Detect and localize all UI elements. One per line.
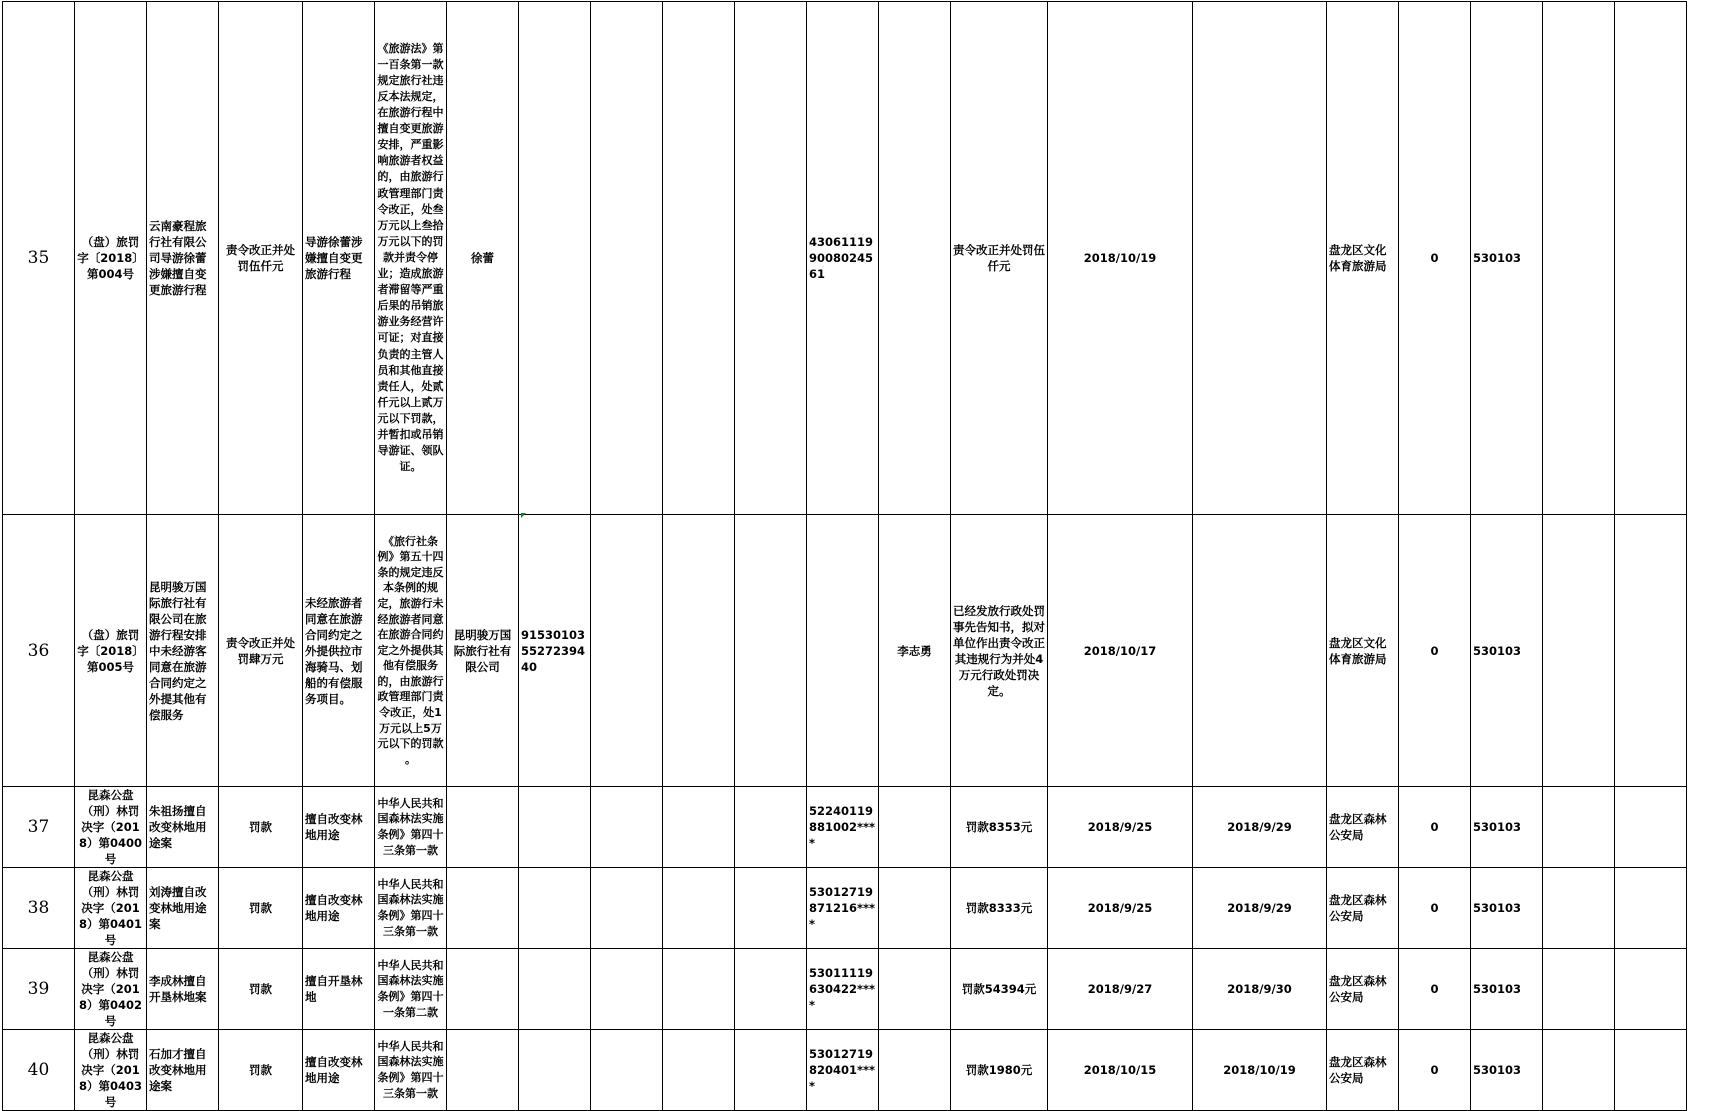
decision-date[interactable]: 2018/9/27 bbox=[1048, 949, 1193, 1030]
document-number[interactable]: 昆森公盘（刑）林罚决字（2018）第0400号 bbox=[75, 787, 147, 868]
area-code[interactable]: 530103 bbox=[1471, 515, 1543, 787]
penalty-type[interactable]: 罚款 bbox=[219, 949, 303, 1030]
case-name[interactable]: 李成林擅自开垦林地案 bbox=[147, 949, 219, 1030]
legal-representative[interactable] bbox=[879, 868, 951, 949]
violation-facts[interactable]: 导游徐蕾涉嫌擅自变更旅游行程 bbox=[303, 2, 375, 515]
area-code[interactable]: 530103 bbox=[1471, 949, 1543, 1030]
violation-facts[interactable]: 擅自开垦林地 bbox=[303, 949, 375, 1030]
empty-cell[interactable] bbox=[1543, 949, 1615, 1030]
legal-basis[interactable]: 《旅游法》第一百条第一款规定旅行社违反本法规定，在旅游行程中擅自变更旅游安排，严重影响旅游者权益的，由旅游行政管理部门责令改正，处叁万元以上叁拾万元以下的罚款并责令停业；造成旅游者滞留等严重后果的吊销旅游业务经营许可证；对直接负责的主管人员和其他直接责任人，处贰仟元以上贰万元以下罚款，并暂扣或吊销导游证、领队证。 bbox=[375, 2, 447, 515]
penalty-type[interactable]: 责令改正并处罚伍仟元 bbox=[219, 2, 303, 515]
status-code[interactable]: 0 bbox=[1399, 949, 1471, 1030]
table-row bbox=[3, 1030, 1687, 1111]
decision-date[interactable]: 2018/10/19 bbox=[1048, 2, 1193, 515]
penalty-type[interactable]: 罚款 bbox=[219, 868, 303, 949]
violation-facts[interactable]: 擅自改变林地用途 bbox=[303, 787, 375, 868]
table-row bbox=[3, 2, 1687, 515]
area-code[interactable]: 530103 bbox=[1471, 2, 1543, 515]
effective-date[interactable]: 2018/9/30 bbox=[1193, 949, 1327, 1030]
party-name[interactable]: 昆明骏万国际旅行社有限公司 bbox=[447, 515, 519, 787]
penalty-records-table bbox=[2, 1, 1687, 1111]
effective-date[interactable]: 2018/10/19 bbox=[1193, 1030, 1327, 1111]
enforcement-agency[interactable]: 盘龙区森林公安局 bbox=[1327, 1030, 1399, 1111]
decision-date[interactable]: 2018/9/25 bbox=[1048, 787, 1193, 868]
empty-cell[interactable] bbox=[663, 1030, 735, 1111]
case-name[interactable]: 云南豪程旅行社有限公司导游徐蕾涉嫌擅自变更旅游行程 bbox=[147, 2, 219, 515]
case-name[interactable]: 昆明骏万国际旅行社有限公司在旅游行程安排中未经游客同意在旅游合同约定之外提其他有偿服务 bbox=[147, 515, 219, 787]
row-number[interactable]: 40 bbox=[3, 1030, 75, 1111]
enforcement-agency[interactable]: 盘龙区森林公安局 bbox=[1327, 787, 1399, 868]
empty-cell[interactable] bbox=[1615, 515, 1687, 787]
credit-code[interactable] bbox=[519, 949, 591, 1030]
empty-cell[interactable] bbox=[735, 2, 807, 515]
penalty-result[interactable]: 已经发放行政处罚事先告知书，拟对单位作出责令改正其违规行为并处4万元行政处罚决定。 bbox=[951, 515, 1048, 787]
table-row bbox=[3, 868, 1687, 949]
party-name[interactable] bbox=[447, 949, 519, 1030]
row-number[interactable]: 37 bbox=[3, 787, 75, 868]
credit-code[interactable] bbox=[519, 787, 591, 868]
party-name[interactable] bbox=[447, 1030, 519, 1111]
enforcement-agency[interactable]: 盘龙区文化体育旅游局 bbox=[1327, 2, 1399, 515]
decision-date[interactable]: 2018/10/17 bbox=[1048, 515, 1193, 787]
empty-cell[interactable] bbox=[591, 1030, 663, 1111]
empty-cell[interactable] bbox=[663, 949, 735, 1030]
empty-cell[interactable] bbox=[591, 787, 663, 868]
id-number[interactable]: 53012719820401**** bbox=[807, 1030, 879, 1111]
empty-cell[interactable] bbox=[663, 868, 735, 949]
legal-representative[interactable]: 李志勇 bbox=[879, 515, 951, 787]
area-code[interactable]: 530103 bbox=[1471, 868, 1543, 949]
credit-code[interactable] bbox=[519, 1030, 591, 1111]
empty-cell[interactable] bbox=[1615, 868, 1687, 949]
party-name[interactable] bbox=[447, 868, 519, 949]
empty-cell[interactable] bbox=[663, 515, 735, 787]
enforcement-agency[interactable]: 盘龙区森林公安局 bbox=[1327, 868, 1399, 949]
empty-cell[interactable] bbox=[1543, 2, 1615, 515]
empty-cell[interactable] bbox=[591, 2, 663, 515]
party-name[interactable]: 徐蕾 bbox=[447, 2, 519, 515]
row-number[interactable]: 36 bbox=[3, 515, 75, 787]
document-number[interactable]: （盘）旅罚字〔2018〕第004号 bbox=[75, 2, 147, 515]
id-number[interactable] bbox=[807, 515, 879, 787]
effective-date[interactable]: 2018/9/29 bbox=[1193, 787, 1327, 868]
empty-cell[interactable] bbox=[1615, 949, 1687, 1030]
empty-cell[interactable] bbox=[663, 787, 735, 868]
empty-cell[interactable] bbox=[591, 515, 663, 787]
credit-code[interactable] bbox=[519, 2, 591, 515]
empty-cell[interactable] bbox=[735, 515, 807, 787]
legal-representative[interactable] bbox=[879, 2, 951, 515]
row-number[interactable]: 35 bbox=[3, 2, 75, 515]
area-code[interactable]: 530103 bbox=[1471, 787, 1543, 868]
id-number[interactable]: 53012719871216**** bbox=[807, 868, 879, 949]
empty-cell[interactable] bbox=[735, 949, 807, 1030]
table-row bbox=[3, 949, 1687, 1030]
cell-comment-marker bbox=[521, 513, 526, 518]
effective-date[interactable] bbox=[1193, 2, 1327, 515]
status-code[interactable]: 0 bbox=[1399, 787, 1471, 868]
legal-basis[interactable]: 中华人民共和国森林法实施条例》第四十一条第二款 bbox=[375, 949, 447, 1030]
empty-cell[interactable] bbox=[1543, 515, 1615, 787]
case-name[interactable]: 刘涛擅自改变林地用途案 bbox=[147, 868, 219, 949]
credit-code[interactable]: 915301035527239440 bbox=[519, 515, 591, 787]
document-number[interactable]: 昆森公盘（刑）林罚决字（2018）第0402号 bbox=[75, 949, 147, 1030]
empty-cell[interactable] bbox=[591, 949, 663, 1030]
empty-cell[interactable] bbox=[735, 787, 807, 868]
credit-code[interactable] bbox=[519, 868, 591, 949]
legal-representative[interactable] bbox=[879, 787, 951, 868]
legal-basis[interactable]: 《旅行社条例》第五十四条的规定违反本条例的规定，旅游行未经旅游者同意在旅游合同约定之外提供其他有偿服务的，由旅游行政管理部门责令改正，处1万元以上5万元以下的罚款 。 bbox=[375, 515, 447, 787]
penalty-result[interactable]: 罚款54394元 bbox=[951, 949, 1048, 1030]
empty-cell[interactable] bbox=[1615, 787, 1687, 868]
enforcement-agency[interactable]: 盘龙区文化体育旅游局 bbox=[1327, 515, 1399, 787]
penalty-type[interactable]: 责令改正并处罚肆万元 bbox=[219, 515, 303, 787]
legal-basis[interactable]: 中华人民共和国森林法实施条例》第四十三条第一款 bbox=[375, 1030, 447, 1111]
penalty-result[interactable]: 罚款8353元 bbox=[951, 787, 1048, 868]
table-row bbox=[3, 515, 1687, 787]
empty-cell[interactable] bbox=[1543, 787, 1615, 868]
status-code[interactable]: 0 bbox=[1399, 2, 1471, 515]
id-number[interactable]: 430611199008024561 bbox=[807, 2, 879, 515]
penalty-type[interactable]: 罚款 bbox=[219, 787, 303, 868]
status-code[interactable]: 0 bbox=[1399, 515, 1471, 787]
empty-cell[interactable] bbox=[1615, 1030, 1687, 1111]
table-row bbox=[3, 787, 1687, 868]
row-number[interactable]: 39 bbox=[3, 949, 75, 1030]
case-name[interactable]: 朱祖扬擅自改变林地用途案 bbox=[147, 787, 219, 868]
document-number[interactable]: （盘）旅罚字〔2018〕第005号 bbox=[75, 515, 147, 787]
effective-date[interactable] bbox=[1193, 515, 1327, 787]
party-name[interactable] bbox=[447, 787, 519, 868]
status-code[interactable]: 0 bbox=[1399, 1030, 1471, 1111]
empty-cell[interactable] bbox=[1543, 868, 1615, 949]
penalty-result[interactable]: 罚款1980元 bbox=[951, 1030, 1048, 1111]
enforcement-agency[interactable]: 盘龙区森林公安局 bbox=[1327, 949, 1399, 1030]
empty-cell[interactable] bbox=[1615, 2, 1687, 515]
effective-date[interactable]: 2018/9/29 bbox=[1193, 868, 1327, 949]
document-number[interactable]: 昆森公盘（刑）林罚决字（2018）第0403号 bbox=[75, 1030, 147, 1111]
legal-representative[interactable] bbox=[879, 949, 951, 1030]
empty-cell[interactable] bbox=[591, 868, 663, 949]
area-code[interactable]: 530103 bbox=[1471, 1030, 1543, 1111]
violation-facts[interactable]: 擅自改变林地用途 bbox=[303, 1030, 375, 1111]
penalty-result[interactable]: 责令改正并处罚伍仟元 bbox=[951, 2, 1048, 515]
row-number[interactable]: 38 bbox=[3, 868, 75, 949]
case-name[interactable]: 石加才擅自改变林地用途案 bbox=[147, 1030, 219, 1111]
legal-basis[interactable]: 中华人民共和国森林法实施条例》第四十三条第一款 bbox=[375, 787, 447, 868]
id-number[interactable]: 53011119630422**** bbox=[807, 949, 879, 1030]
status-code[interactable]: 0 bbox=[1399, 868, 1471, 949]
decision-date[interactable]: 2018/9/25 bbox=[1048, 868, 1193, 949]
legal-representative[interactable] bbox=[879, 1030, 951, 1111]
penalty-result[interactable]: 罚款8333元 bbox=[951, 868, 1048, 949]
violation-facts[interactable]: 擅自改变林地用途 bbox=[303, 868, 375, 949]
decision-date[interactable]: 2018/10/15 bbox=[1048, 1030, 1193, 1111]
empty-cell[interactable] bbox=[1543, 1030, 1615, 1111]
violation-facts[interactable]: 未经旅游者同意在旅游合同约定之外提供拉市海骑马、划船的有偿服务项目。 bbox=[303, 515, 375, 787]
empty-cell[interactable] bbox=[735, 1030, 807, 1111]
penalty-type[interactable]: 罚款 bbox=[219, 1030, 303, 1111]
document-number[interactable]: 昆森公盘（刑）林罚决字（2018）第0401号 bbox=[75, 868, 147, 949]
id-number[interactable]: 52240119881002**** bbox=[807, 787, 879, 868]
empty-cell[interactable] bbox=[735, 868, 807, 949]
legal-basis[interactable]: 中华人民共和国森林法实施条例》第四十三条第一款 bbox=[375, 868, 447, 949]
empty-cell[interactable] bbox=[663, 2, 735, 515]
